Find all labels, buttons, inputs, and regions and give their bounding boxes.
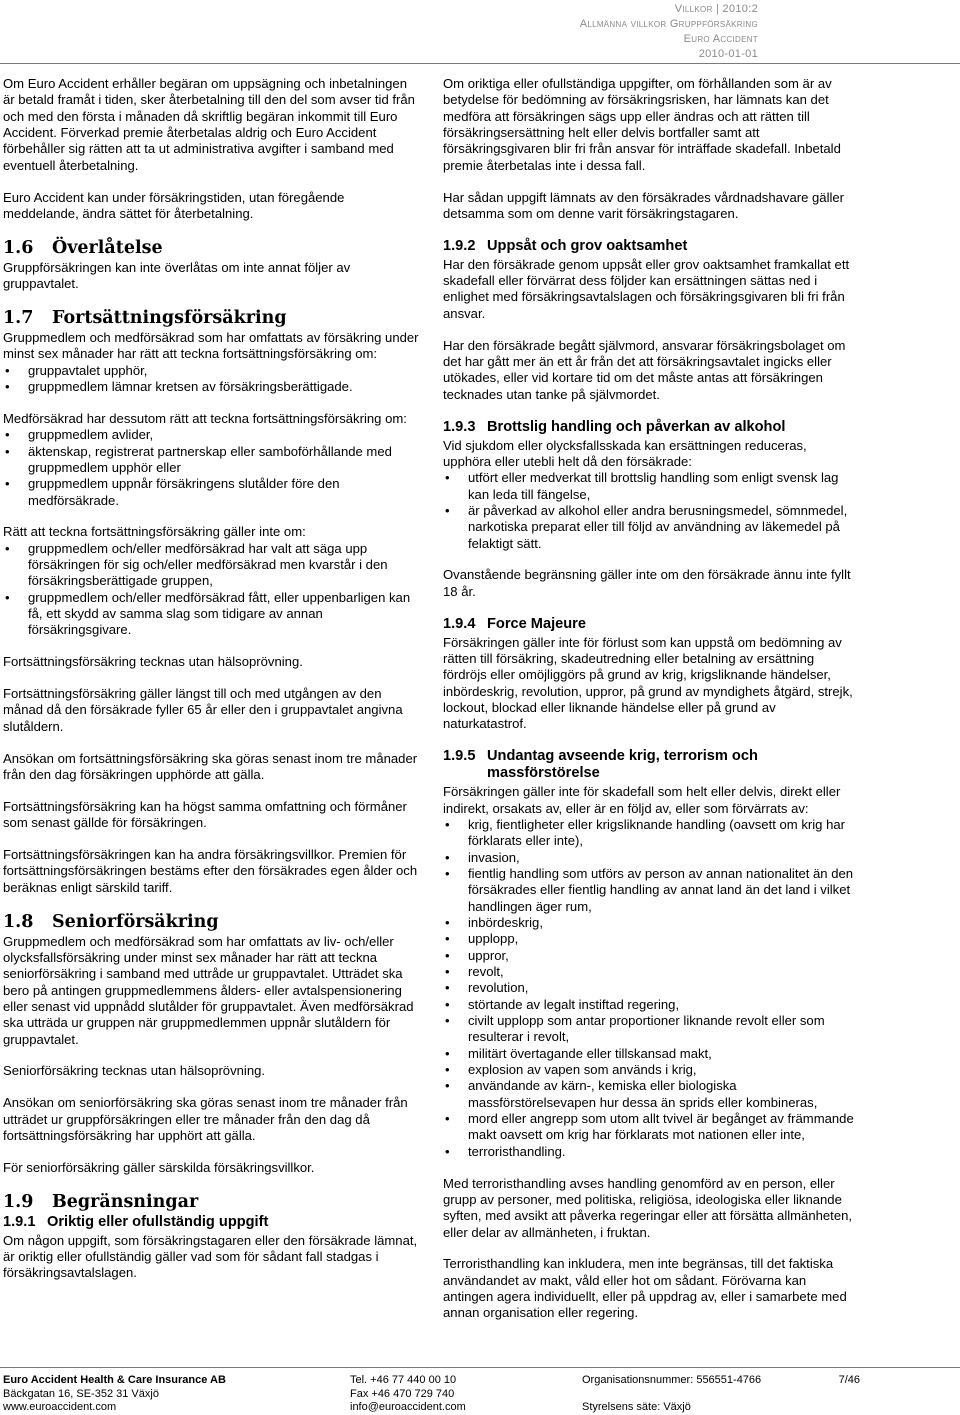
page-header	[580, 2, 758, 62]
bullet-list	[443, 817, 855, 1160]
subsection-title: Undantag avseende krig, terrorism och massförstörelse	[487, 748, 758, 782]
footer-company-block	[3, 1374, 333, 1415]
paragraph: Har sådan uppgift lämnats av den försäkrades vårdnadshavare gäller detsamma som om denne varit försäkringstagaren.	[443, 189, 845, 221]
subsection-number: 1.9.1	[3, 1213, 36, 1230]
footer-email-link[interactable]: info@euroaccident.com	[350, 1401, 466, 1413]
header-separator: |	[716, 3, 720, 15]
list-item: • uppror,	[443, 948, 855, 964]
section-title: Överlåtelse	[52, 237, 163, 258]
section-title: Begränsningar	[52, 1191, 199, 1212]
bullet-list	[3, 363, 421, 396]
list-item: • gruppmedlem avlider,	[3, 427, 421, 443]
footer-registration-block	[582, 1374, 802, 1415]
subsection-number: 1.9.3	[443, 418, 476, 435]
paragraph: För seniorförsäkring gäller särskilda försäkringsvillkor.	[3, 1159, 315, 1175]
list-item: • upplopp,	[443, 931, 855, 947]
paragraph: Euro Accident kan under försäkringstiden, utan föregående meddelande, ändra sättet för återbetalning.	[3, 189, 345, 221]
list-item: • inbördeskrig,	[443, 915, 855, 931]
section-heading-1-6	[3, 238, 421, 258]
footer-address: Bäckgatan 16, SE-352 31 Växjö	[3, 1387, 159, 1400]
paragraph: Försäkringen gäller inte för skadefall som helt eller delvis, direkt eller indirekt, orsakats av, eller är en följd av, eller som förvärrats av:	[443, 784, 841, 816]
header-company: Euro Accident	[683, 33, 758, 45]
paragraph: Försäkringen gäller inte för förlust som kan uppstå om bedömning av rätten till försäkring, skadeutredning eller betalning av ersättning fördröjs eller omöjliggörs på grund av krig, krigsliknande händelser, inbördeskrig, revolution, uppror, på grund av myndighets åtgärd, strejk, lockout, blockad eller liknande händelse eller på grund av naturkatastrof.	[443, 634, 853, 732]
paragraph: Har den försäkrade genom uppsåt eller grov oaktsamhet framkallat ett skadefall eller förvärrat dess följder kan ersättningen sättas ned i enlighet med försäkringsavtalslagen och försäkringsgivaren bli fri från ansvar.	[443, 256, 850, 321]
paragraph: Med terroristhandling avses handling genomförd av en person, eller grupp av personer, med politiska, religiösa, ideologiska eller liknande syften, med avsikt att påverka regeringar eller att försätta allmänheten, eller delar av allmänheten, i fruktan.	[443, 1175, 853, 1240]
header-version: 2010:2	[722, 3, 758, 15]
header-subtitle: Allmänna villkor Gruppförsäkring	[579, 18, 758, 30]
list-item: • utfört eller medverkat till brottslig handling som enligt svensk lag kan leda till fängelse,	[443, 470, 855, 503]
list-item: • är påverkad av alkohol eller andra berusningsmedel, sömnmedel, narkotiska preparat eller till följd av användning av läkemedel på felaktigt sätt.	[443, 503, 855, 552]
bullet-list	[3, 427, 421, 509]
list-item: • krig, fientligheter eller krigsliknande handling (oavsett om krig har förklarats eller inte),	[443, 817, 855, 850]
list-item: • civilt upplopp som antar proportioner liknande revolt eller som resulterar i revolt,	[443, 1013, 855, 1046]
footer-board-seat: Styrelsens säte: Växjö	[582, 1401, 691, 1413]
paragraph: Gruppmedlem och medförsäkrad som har omfattats av försäkring under minst sex månader har rätt att teckna fortsättningsförsäkring om:	[3, 329, 419, 362]
section-title: Fortsättningsförsäkring	[52, 307, 287, 328]
list-item: • fientlig handling som utförs av person av annan nationalitet än den försäkrades eller fientlig handling av annat land än det land i vilket handlingen äger rum,	[443, 866, 855, 915]
paragraph: Ovanstående begränsning gäller inte om den försäkrade ännu inte fyllt 18 år.	[443, 567, 851, 599]
footer-company-name: Euro Accident Health & Care Insurance AB	[3, 1374, 226, 1386]
bullet-list	[3, 541, 421, 639]
paragraph: Gruppmedlem och medförsäkrad som har omfattats av liv- och/eller olycksfallsförsäkring under minst sex månader har rätt att teckna seniorförsäkring i samband med uttråde ur gruppavtalet. Utträdet ska bero på antingen gruppmedlemmens ålders- eller avtalspensionering eller senast vid uppnådd slutålder för gruppavtalet. Även medförsäkrad ska utträda ur gruppen när gruppmedlemmen uppnår slutåldern för gruppavtalet.	[3, 933, 414, 1047]
paragraph: Ansökan om seniorförsäkring ska göras senast inom tre månader från utträdet ur gruppförsäkringen eller tre månader från den dag då fortsättningsförsäkring har upphört att gälla.	[3, 1095, 408, 1143]
paragraph: Fortsättningsförsäkring gäller längst till och med utgången av den månad då den försäkrade fyller 65 år eller den i gruppavtalet angivna slutåldern.	[3, 686, 403, 734]
list-item: • invasion,	[443, 850, 855, 866]
section-heading-1-9	[3, 1192, 421, 1212]
section-number: 1.9	[3, 1191, 34, 1212]
paragraph: Om någon uppgift, som försäkringstagaren eller den försäkrade lämnat, är oriktig eller ofullständig gäller vad som för sådant fall stadgas i försäkringsavtalslagen.	[3, 1232, 418, 1281]
footer-contact-block	[350, 1374, 560, 1415]
header-date: 2010-01-01	[698, 48, 758, 60]
paragraph: Rätt att teckna fortsättningsförsäkring gäller inte om:	[3, 524, 306, 540]
paragraph: Om Euro Accident erhåller begäran om uppsägning och inbetalningen är betald framåt i tiden, sker återbetalning till den del som avser tid från och med den första i månaden då skriftlig begäran inkommit till Euro Accident. Förverkad premie återbetalas aldrig och Euro Accident förbehåller sig rätten att ta ut administrativa avgifter i samband med eventuell återbetalning.	[3, 76, 415, 173]
list-item: • militärt övertagande eller tillskansad makt,	[443, 1046, 855, 1062]
footer-website-link[interactable]: www.euroaccident.com	[3, 1401, 117, 1413]
footer-fax: Fax +46 470 729 740	[350, 1387, 455, 1400]
subsection-heading-1-9-3	[443, 419, 855, 436]
subsection-number: 1.9.5	[443, 748, 476, 765]
list-item: • terroristhandling.	[443, 1144, 855, 1160]
paragraph: Om oriktiga eller ofullständiga uppgifter, om förhållanden som är av betydelse för bedömning av försäkringsrisken, har lämnats kan det medföra att försäkringen sägs upp eller ändras och att rätten till försäkringsersättning helt eller delvis bortfaller samt att försäkringsgivaren blir fri från ansvar för inträffade skadefall. Inbetald premie återbetalas inte i dessa fall.	[443, 76, 841, 173]
footer-divider	[0, 1367, 960, 1368]
section-number: 1.7	[3, 307, 34, 328]
subsection-heading-1-9-5	[443, 748, 855, 782]
page-number: 7/46	[838, 1374, 860, 1386]
section-title: Seniorförsäkring	[52, 911, 219, 932]
list-item: • äktenskap, registrerat partnerskap eller samboförhållande med gruppmedlem upphör eller	[3, 444, 421, 477]
header-divider	[0, 63, 960, 64]
bullet-list	[443, 470, 855, 552]
subsection-heading-1-9-1	[3, 1214, 421, 1231]
footer-phone: Tel. +46 77 440 00 10	[350, 1374, 457, 1386]
paragraph: Seniorförsäkring tecknas utan hälsoprövning.	[3, 1063, 266, 1079]
paragraph: Gruppförsäkringen kan inte överlåtas om inte annat följer av gruppavtalet.	[3, 259, 351, 292]
list-item: • revolt,	[443, 964, 855, 980]
paragraph: Medförsäkrad har dessutom rätt att teckna fortsättningsförsäkring om:	[3, 410, 407, 426]
section-heading-1-7	[3, 308, 421, 328]
left-column	[3, 76, 421, 1297]
subsection-title: Uppsåt och grov oaktsamhet	[487, 237, 688, 254]
subsection-title: Oriktig eller ofullständig uppgift	[47, 1213, 269, 1230]
footer-org-number: Organisationsnummer: 556551-4766	[582, 1374, 762, 1386]
subsection-title: Force Majeure	[487, 615, 586, 632]
list-item: • störtande av legalt instiftad regering,	[443, 997, 855, 1013]
paragraph: Fortsättningsförsäkring tecknas utan hälsoprövning.	[3, 654, 303, 670]
list-item: • revolution,	[443, 980, 855, 996]
paragraph: Har den försäkrade begått självmord, ansvarar försäkringsbolaget om det har gått mer än ett år från det att försäkringsavtalet ingicks eller utökades, eller vid kortare tid om det måste antas att försäkringen tecknades utan tanke på självmordet.	[443, 337, 846, 402]
paragraph: Terroristhandling kan inkludera, men inte begränsas, till det faktiska användandet av makt, våld eller hot om sådant. Förövarna kan antingen agera individuellt, eller på uppdrag av, eller i samarbete med annan organisation eller regering.	[443, 1256, 847, 1321]
section-heading-1-8	[3, 912, 421, 932]
header-doc-type	[580, 2, 758, 17]
list-item: • explosion av vapen som används i krig,	[443, 1062, 855, 1078]
list-item: • gruppmedlem lämnar kretsen av försäkringsberättigade.	[3, 379, 421, 395]
subsection-heading-1-9-2	[443, 238, 855, 255]
subsection-heading-1-9-4	[443, 616, 855, 633]
subsection-title: Brottslig handling och påverkan av alkohol	[487, 418, 786, 435]
paragraph: Fortsättningsförsäkringen kan ha andra försäkringsvillkor. Premien för fortsättningsförsäkringen bestäms efter den försäkrades egen ålder och beräknas enligt särskild tariff.	[3, 847, 418, 895]
right-column	[443, 76, 855, 1337]
subsection-number: 1.9.2	[443, 237, 476, 254]
section-number: 1.6	[3, 237, 34, 258]
subsection-number: 1.9.4	[443, 615, 476, 632]
list-item: • gruppmedlem uppnår försäkringens slutålder före den medförsäkrade.	[3, 476, 421, 509]
paragraph: Ansökan om fortsättningsförsäkring ska göras senast inom tre månader från den dag försäkringen upphörde att gälla.	[3, 750, 418, 782]
list-item: • gruppavtalet upphör,	[3, 363, 421, 379]
paragraph: Vid sjukdom eller olycksfallsskada kan ersättningen reduceras, upphöra eller utebli helt då den försäkrade:	[443, 437, 807, 469]
list-item: • gruppmedlem och/eller medförsäkrad fått, eller uppenbarligen kan få, ett skydd av samma slag som tidigare av annan försäkringsgivare.	[3, 590, 421, 639]
list-item: • mord eller angrepp som utom allt tvivel är begånget av främmande makt oavsett om krig har förklarats mot nationen eller inte,	[443, 1111, 855, 1144]
header-title: Villkor	[674, 3, 713, 15]
section-number: 1.8	[3, 911, 34, 932]
list-item: • gruppmedlem och/eller medförsäkrad har valt att säga upp försäkringen för sig och/eller medförsäkrad men kvarstår i den försäkringsberättigade gruppen,	[3, 541, 421, 590]
paragraph: Fortsättningsförsäkring kan ha högst samma omfattning och förmåner som senast gällde för försäkringen.	[3, 798, 407, 831]
list-item: • användande av kärn-, kemiska eller biologiska massförstörelsevapen hur dessa än sprids eller kombineras,	[443, 1078, 855, 1111]
